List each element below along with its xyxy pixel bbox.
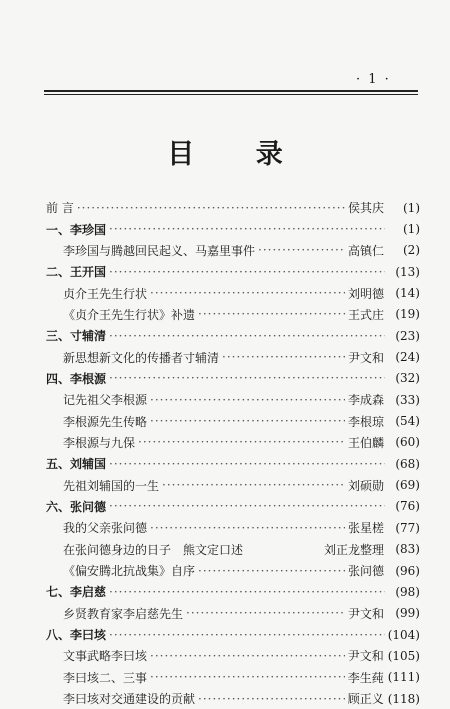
toc-entry[interactable] (46, 282, 420, 303)
toc-entry[interactable] (46, 539, 420, 560)
toc-label: 三、寸辅清 (46, 329, 107, 344)
toc-page-number: (83) (395, 542, 420, 557)
leader-dots (222, 350, 345, 364)
leader-dots (109, 371, 385, 385)
toc-author: 顾正义 (347, 692, 384, 707)
toc-author: 张星槎 (347, 521, 384, 536)
toc-label: 六、张问德 (46, 499, 107, 514)
toc-section[interactable] (46, 218, 420, 239)
page-title: 目 录 (167, 139, 309, 170)
table-of-contents (46, 197, 420, 709)
toc-label: 李曰垓对交通建设的贡献 (63, 692, 196, 707)
toc-entry[interactable] (46, 560, 420, 581)
leader-dots (109, 265, 385, 279)
toc-page-number: (19) (395, 307, 420, 322)
toc-author: 侯其庆 (347, 201, 384, 216)
toc-section[interactable] (46, 624, 420, 645)
leader-dots (150, 286, 345, 300)
toc-label: 二、王开国 (46, 265, 107, 280)
toc-label: 四、李根源 (46, 371, 107, 386)
toc-label: 《贞介王先生行状》补遗 (63, 307, 196, 322)
toc-foreword[interactable] (46, 197, 420, 218)
toc-page-number: (1) (403, 200, 420, 215)
leader-dots (198, 692, 345, 706)
toc-page-number: (24) (395, 350, 420, 365)
leader-dots (109, 222, 385, 236)
toc-author: 张问德 (347, 564, 384, 579)
toc-label: 记先祖父李根源 (63, 393, 148, 408)
toc-entry[interactable] (46, 688, 420, 709)
toc-entry[interactable] (46, 603, 420, 624)
leader-dots (109, 499, 385, 513)
toc-entry[interactable] (46, 240, 420, 261)
toc-page-number: (54) (395, 414, 420, 429)
toc-page-number: (32) (395, 371, 420, 386)
toc-entry[interactable] (46, 410, 420, 431)
toc-author: 尹文和 (347, 350, 384, 365)
toc-page-number: (104) (387, 627, 420, 642)
toc-page-number: (77) (395, 520, 420, 535)
toc-label: 李根源先生传略 (63, 414, 148, 429)
toc-label: 五、刘辅国 (46, 457, 107, 472)
leader-dots (150, 414, 345, 428)
toc-label: 新思想新文化的传播者寸辅清 (63, 350, 220, 365)
toc-page-number: (76) (395, 499, 420, 514)
header-rule (44, 90, 418, 95)
leader-dots (150, 521, 345, 535)
toc-page-number: (14) (395, 286, 420, 301)
toc-label: 一、李珍国 (46, 222, 107, 237)
leader-dots (77, 201, 345, 215)
toc-page-number: (96) (395, 563, 420, 578)
toc-entry[interactable] (46, 667, 420, 688)
leader-dots (258, 243, 345, 257)
toc-author: 李生莼 (347, 670, 384, 685)
toc-entry[interactable] (46, 474, 420, 495)
toc-author: 刘正龙整理 (323, 542, 384, 557)
toc-author: 王伯麟 (347, 435, 384, 450)
toc-author: 王式庄 (347, 307, 384, 322)
toc-section[interactable] (46, 325, 420, 346)
toc-author: 李根琼 (347, 414, 384, 429)
toc-section[interactable] (46, 368, 420, 389)
toc-entry[interactable] (46, 304, 420, 325)
toc-label: 八、李曰垓 (46, 628, 107, 643)
leader-dots (186, 606, 345, 620)
toc-page-number: (60) (395, 435, 420, 450)
toc-page-number: (33) (395, 392, 420, 407)
leader-dots (109, 585, 385, 599)
toc-section[interactable] (46, 496, 420, 517)
toc-label: 文事武略李曰垓 (63, 649, 148, 664)
toc-label: 李根源与九保 (63, 435, 136, 450)
toc-section[interactable] (46, 581, 420, 602)
toc-page-number: (69) (395, 478, 420, 493)
toc-label: 《偏安腾北抗战集》自序 (63, 564, 196, 579)
leader-dots (138, 435, 345, 449)
toc-label: 在张问德身边的日子 (63, 542, 172, 557)
page-number: · 1 · (356, 72, 391, 87)
toc-label: 乡贤教育家李启慈先生 (63, 606, 184, 621)
leader-dots (109, 628, 385, 642)
toc-narrator: 熊文定口述 (183, 542, 244, 557)
leader-dots (198, 564, 345, 578)
toc-author: 刘硕勋 (347, 478, 384, 493)
leader-dots (109, 457, 385, 471)
toc-author: 李成森 (347, 393, 384, 408)
toc-page-number: (23) (395, 328, 420, 343)
toc-label: 李珍国与腾越回民起义、马嘉里事件 (63, 243, 256, 258)
toc-page-number: (2) (403, 243, 420, 258)
leader-dots (150, 393, 345, 407)
leader-dots (109, 329, 385, 343)
toc-entry[interactable] (46, 346, 420, 367)
toc-author: 高镇仁 (347, 243, 384, 258)
toc-page-number: (68) (395, 456, 420, 471)
toc-page-number: (111) (387, 670, 420, 685)
toc-section[interactable] (46, 261, 420, 282)
toc-label: 我的父亲张问德 (63, 521, 148, 536)
toc-label: 七、李启慈 (46, 585, 107, 600)
toc-author: 尹文和 (347, 606, 384, 621)
toc-label: 贞介王先生行状 (63, 286, 148, 301)
toc-page-number: (1) (403, 222, 420, 237)
toc-author: 刘明德 (347, 286, 384, 301)
toc-entry[interactable] (46, 389, 420, 410)
toc-label: 李曰垓二、三事 (63, 670, 148, 685)
toc-entry[interactable] (46, 517, 420, 538)
toc-page-number: (118) (387, 691, 420, 706)
toc-page-number: (98) (395, 584, 420, 599)
toc-author: 尹文和 (347, 649, 384, 664)
toc-page-number: (105) (387, 648, 420, 663)
leader-dots (198, 307, 345, 321)
toc-page-number: (99) (395, 606, 420, 621)
toc-label: 先祖刘辅国的一生 (63, 478, 160, 493)
toc-label: 前 言 (46, 201, 74, 216)
leader-dots (162, 478, 345, 492)
leader-dots (150, 670, 345, 684)
toc-section[interactable] (46, 453, 420, 474)
toc-page-number: (13) (395, 264, 420, 279)
toc-entry[interactable] (46, 432, 420, 453)
